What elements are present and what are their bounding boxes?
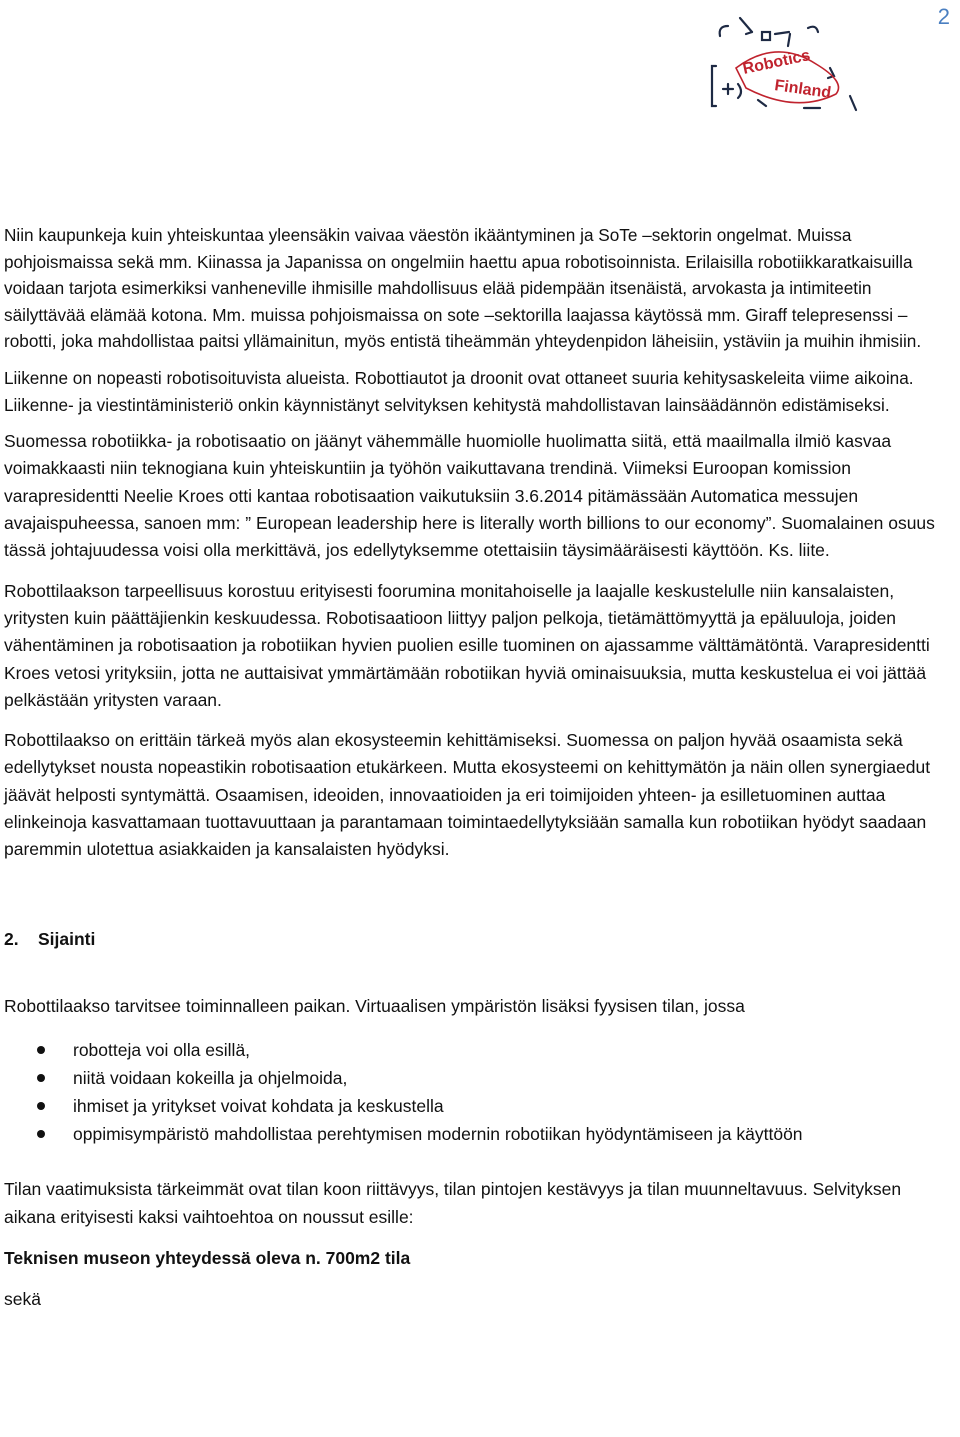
section-title: Sijainti: [38, 928, 96, 949]
bullet-icon: [37, 1074, 45, 1082]
document-body: [4, 222, 954, 1313]
bullet-icon: [37, 1130, 45, 1138]
trailing-word: sekä: [4, 1289, 41, 1310]
option-heading: Teknisen museon yhteydessä oleva n. 700m2 tila: [4, 1247, 411, 1268]
main-section: [4, 428, 954, 863]
page-number: 2: [937, 4, 950, 29]
bullet-list: [4, 1036, 954, 1148]
intro-paragraph: Liikenne on nopeasti robotisoituvista alueista. Robottiautot ja droonit ovat ottaneet suuria kehitysaskeleita viime aikoina. Liikenne- ja viestintäministeriö onkin käynnistänyt selvityksen kehitystä mahdollistavan lainsäädännön edistämiseksi.: [4, 367, 914, 415]
list-item: niitä voidaan kokeilla ja ohjelmoida,: [4, 1064, 954, 1092]
bullet-icon: [37, 1046, 45, 1054]
bullet-icon: [37, 1102, 45, 1110]
list-item: robotteja voi olla esillä,: [4, 1036, 954, 1064]
logo-text-finland: Finland: [773, 77, 833, 102]
intro-paragraph: Niin kaupunkeja kuin yhteiskuntaa yleensäkin vaivaa väestön ikääntyminen ja SoTe –sektorin ongelmat. Muissa pohjoismaissa sekä mm. Kiinassa ja Japanissa on ongelmiin haettu apua robotisoinnista. Erilaisilla robotiikkaratkaisuilla voidaan tarjota esimerkiksi vanheneville ihmisille mahdollisuus elää pidempään itsenäistä, arvokasta ja intimiteetin säilyttävää elämää kotona. Mm. muissa pohjoismaissa on sote –sektorilla laajassa käytössä mm. Giraff telepresenssi –robotti, joka mahdollistaa paitsi yllämainitun, myös entistä tiheämmän yhteydenpidon läheisiin, ystäviin ja muihin ihmisiin.: [4, 225, 922, 352]
intro-section: [4, 222, 954, 418]
list-item: ihmiset ja yritykset voivat kohdata ja keskustella: [4, 1092, 954, 1120]
requirements-paragraph: Tilan vaatimuksista tärkeimmät ovat tilan koon riittävyys, tilan pintojen kestävyys ja tilan muunneltavuus. Selvityksen aikana erityisesti kaksi vaihtoehtoa on noussut esille:: [4, 1179, 902, 1227]
list-item: oppimisympäristö mahdollistaa perehtymisen modernin robotiikan hyödyntämiseen ja käyttöön: [4, 1120, 954, 1148]
body-paragraph: Suomessa robotiikka- ja robotisaatio on jäänyt vähemmälle huomiolle huolimatta siitä, että maailmalla ilmiö kasvaa voimakkaasti niin teknogiana kuin yhteiskuntiin ja työhön vaikuttavana trendinä. Viimeksi Euroopan komission varapresidentti Neelie Kroes otti kantaa robotisaation vaikutuksiin 3.6.2014 pitämässään Automatica messujen avajaispuheessa, sanoen mm: ” European leadership here is literally worth billions to our economy”. Suomalainen osuus tässä johtajuudessa voisi olla merkittävä, jos edellytyksemme otettaisiin täysimääräisesti käyttöön. Ks. liite.: [4, 431, 935, 561]
body-paragraph: Robottilaakson tarpeellisuus korostuu erityisesti foorumina monitahoiselle ja laajalle keskustelulle niin kansalaisten, yritysten kuin päättäjienkin keskuudessa. Robotisaatioon liittyy paljon pelkoja, tietämättömyyttä ja epäluuloja, joiden vähentäminen ja robotisaation ja robotiikan hyvien puolien esille tuominen on ajassamme välttämätöntä. Varapresidentti Kroes vetosi yrityksiin, jotta ne auttaisivat ymmärtämään robotiikan hyviä ominaisuuksia, mutta keskustelua ei voi jättää pelkästään yritysten varaan.: [4, 580, 930, 710]
robotics-finland-logo: [700, 8, 870, 118]
section-heading: [4, 926, 954, 953]
section-number: 2.: [4, 928, 19, 949]
body-paragraph: Robottilaakso on erittäin tärkeä myös alan ekosysteemin kehittämiseksi. Suomessa on paljon hyvää osaamista sekä edellytykset nousta nopeastikin robotisaation etukärkeen. Mutta ekosysteemi on kehittymätön ja näin ollen synergiaedut jäävät helposti syntymättä. Osaamisen, ideoiden, innovaatioiden ja eri toimijoiden yhteen- ja esilletuominen auttaa elinkeinoja kasvattamaan tuottavuuttaan ja parantamaan toimintaedellytyksiään samalla kun robotiikan hyödyt saadaan paremmin ulotettua asiakkaiden ja kansalaisten hyödyksi.: [4, 730, 931, 860]
location-intro: Robottilaakso tarvitsee toiminnalleen paikan. Virtuaalisen ympäristön lisäksi fyysisen tilan, jossa: [4, 995, 745, 1016]
logo-text-robotics: Robotics: [741, 47, 812, 78]
